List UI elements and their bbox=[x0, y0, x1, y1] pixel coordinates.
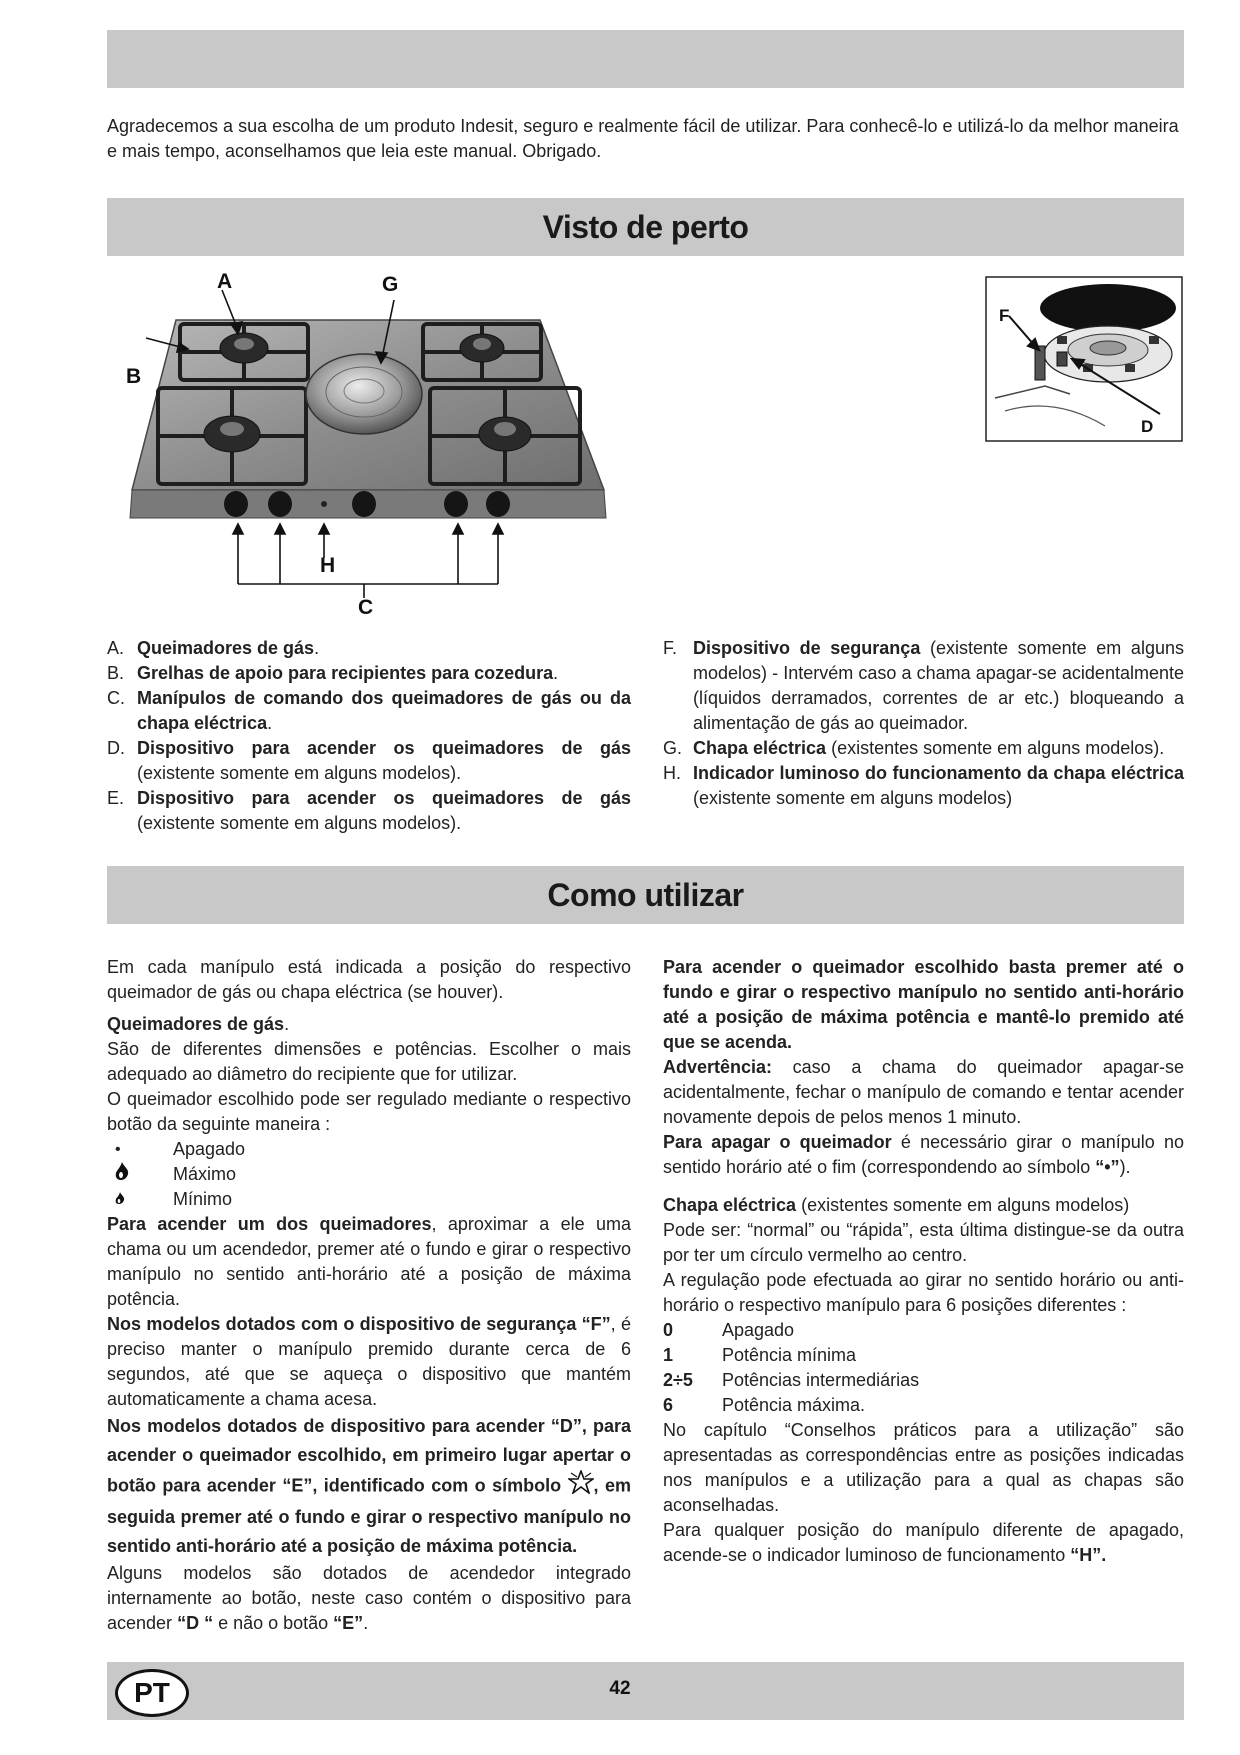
section-header-visto-de-perto bbox=[107, 198, 1184, 256]
legend-item-f: F. Dispositivo de segurança (existente somente em alguns modelos) - Intervém caso a chama apagar-se acidentalmente (líquidos derramados, correntes de ar etc.) bloqueando a alimentação de gás ao queimador. bbox=[663, 638, 1184, 733]
paragraph: Advertência: caso a chama do queimador apagar-se acidentalmente, fechar o manípulo de comando e tentar acender novamente depois de pelos menos 1 minuto. bbox=[663, 1057, 1184, 1127]
label-h: H bbox=[320, 554, 336, 577]
intro-text: Agradecemos a sua escolha de um produto Indesit, seguro e realmente fácil de utilizar. Para conhecê-lo e utilizá-lo da melhor maneira e mais tempo, aconselhamos que leia este manual. Obrigado. bbox=[107, 116, 1179, 161]
label-g: G bbox=[382, 273, 399, 296]
paragraph: Nos modelos dotados com o dispositivo de segurança “F”, é preciso manter o manípulo premido durante cerca de 6 segundos, até que se aqueça o dispositivo que mantém automaticamente a chama acesa. bbox=[107, 1314, 631, 1409]
legend-item-h: H. Indicador luminoso do funcionamento da chapa eléctrica (existente somente em alguns modelos) bbox=[663, 763, 1184, 808]
paragraph: O queimador escolhido pode ser regulado mediante o respectivo botão da seguinte maneira : bbox=[107, 1089, 631, 1134]
section-title: Visto de perto bbox=[542, 208, 749, 245]
dot-symbol-icon: • bbox=[115, 1141, 121, 1158]
header-bar bbox=[107, 30, 1184, 88]
small-flame-icon bbox=[107, 1187, 173, 1212]
legend-item-d: D. Dispositivo para acender os queimadores de gás (existente somente em alguns modelos). bbox=[107, 738, 631, 783]
subheading: Queimadores de gás. bbox=[107, 1014, 290, 1034]
paragraph: No capítulo “Conselhos práticos para a utilização” são apresentadas as correspondências entre as posições indicadas nos manípulos e a utilização para a qual as chapas são aconselhadas. bbox=[663, 1420, 1184, 1515]
paragraph: Em cada manípulo está indicada a posição do respectivo queimador de gás ou chapa eléctrica (se houver). bbox=[107, 957, 631, 1002]
label-d: D bbox=[1141, 417, 1154, 436]
position-row: 2÷5 Potências intermediárias bbox=[663, 1370, 920, 1390]
page-number: 42 bbox=[609, 1678, 631, 1699]
label-b: B bbox=[126, 365, 142, 388]
paragraph: Para qualquer posição do manípulo diferente de apagado, acende-se o indicador luminoso de funcionamento “H”. bbox=[663, 1520, 1184, 1565]
label-c: C bbox=[358, 596, 374, 619]
paragraph: Para acender o queimador escolhido basta premer até o fundo e girar o respectivo manípulo no sentido anti-horário até a posição de máxima potência e mantê-lo premido até que se acenda. bbox=[663, 957, 1184, 1052]
section-header-como-utilizar bbox=[107, 866, 1184, 924]
legend-item-g: G. Chapa eléctrica (existentes somente em alguns modelos). bbox=[663, 738, 1165, 758]
legend-item-b: B. Grelhas de apoio para recipientes para cozedura. bbox=[107, 663, 559, 683]
paragraph: Para apagar o queimador é necessário girar o manípulo no sentido horário até o fim (correspondendo ao símbolo “•”). bbox=[663, 1132, 1185, 1177]
symbol-row-off: • Apagado bbox=[107, 1137, 631, 1162]
paragraph: A regulação pode efectuada ao girar no sentido horário ou anti-horário o respectivo manípulo para 6 posições diferentes : bbox=[663, 1270, 1184, 1315]
language-badge: PT bbox=[115, 1669, 189, 1717]
legend-item-a: A. Queimadores de gás. bbox=[107, 638, 320, 658]
burner-detail-illustration bbox=[985, 276, 1183, 442]
label-a: A bbox=[217, 270, 233, 293]
symbol-row-max: Máximo bbox=[107, 1162, 631, 1187]
cooktop-illustration bbox=[118, 268, 618, 628]
position-row: 0 Apagado bbox=[663, 1320, 795, 1340]
paragraph: Nos modelos dotados de dispositivo para acender “D”, para acender o queimador escolhido, em primeiro lugar apertar o botão para acender “E”, identificado com o símbolo , em seguida premer até o fundo e girar o respectivo manípulo no sentido anti-horário até a posição de máxima potência. bbox=[107, 1416, 631, 1556]
legend-right bbox=[663, 636, 1184, 811]
large-flame-icon bbox=[107, 1162, 173, 1188]
position-row: 6 Potência máxima. bbox=[663, 1395, 866, 1415]
section-title: Como utilizar bbox=[547, 876, 744, 913]
paragraph: Para acender um dos queimadores, aproximar a ele uma chama ou um acendedor, premer até o fundo e girar o respectivo manípulo no sentido anti-horário até a posição de máxima potência. bbox=[107, 1214, 631, 1309]
usage-right-column bbox=[663, 955, 1184, 1568]
spark-star-icon bbox=[568, 1470, 594, 1503]
legend-item-e: E. Dispositivo para acender os queimadores de gás (existente somente em alguns modelos). bbox=[107, 788, 631, 833]
legend-left bbox=[107, 636, 631, 836]
symbol-row-min: Mínimo bbox=[107, 1187, 631, 1212]
label-f: F bbox=[999, 306, 1010, 325]
usage-left-column bbox=[107, 955, 631, 1636]
position-row: 1 Potência mínima bbox=[663, 1345, 857, 1365]
paragraph: Pode ser: “normal” ou “rápida”, esta última distingue-se da outra por ter um círculo vermelho ao centro. bbox=[663, 1220, 1184, 1265]
paragraph: Alguns modelos são dotados de acendedor integrado internamente ao botão, neste caso contém o dispositivo para acender “D “ e não o botão “E”. bbox=[107, 1563, 631, 1633]
paragraph: São de diferentes dimensões e potências. Escolher o mais adequado ao diâmetro do recipiente que for utilizar. bbox=[107, 1039, 631, 1084]
subheading: Chapa eléctrica (existentes somente em alguns modelos) bbox=[663, 1195, 1130, 1215]
legend-item-c: C. Manípulos de comando dos queimadores de gás ou da chapa eléctrica. bbox=[107, 688, 631, 733]
